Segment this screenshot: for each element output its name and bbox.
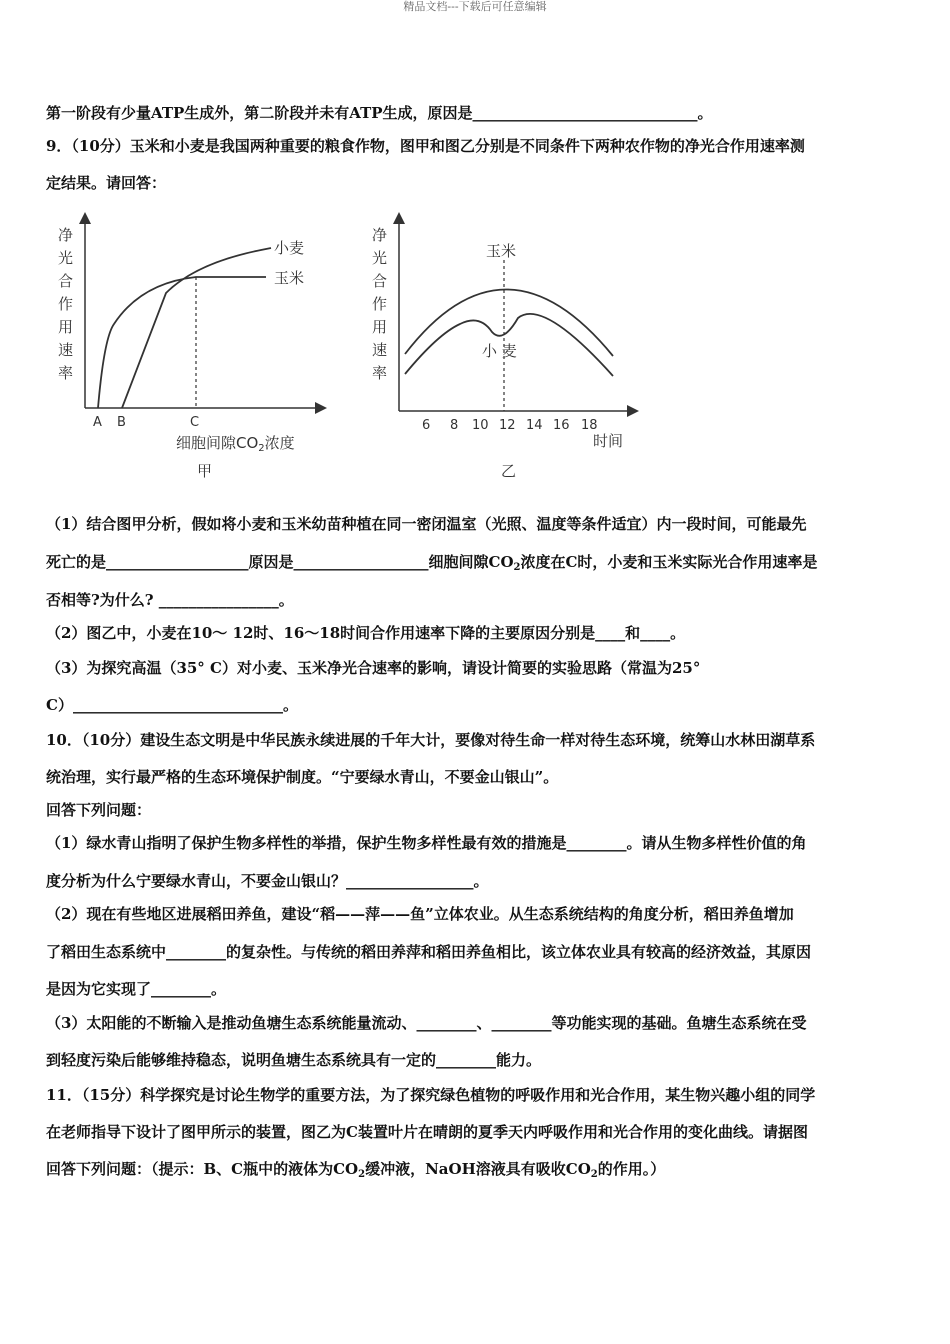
q10-sub2-line: 了稻田生态系统中________的复杂性。与传统的稻田养萍和稻田养鱼相比，该立体农业具有较高的经济效益，其原因: [46, 943, 812, 961]
svg-text:用: 用: [58, 318, 74, 336]
svg-text:6: 6: [422, 418, 431, 433]
svg-text:用: 用: [372, 318, 388, 336]
legend-corn: 玉米: [486, 242, 517, 260]
tick-a: A: [93, 415, 102, 430]
question-11-line: 在老师指导下设计了图甲所示的装置，图乙为C装置叶片在晴朗的夏季天内呼吸作用和光合作用的变化曲线。请据图: [46, 1123, 808, 1141]
svg-text:作: 作: [58, 295, 74, 313]
q10-sub1-line: 度分析为什么宁要绿水青山，不要金山银山？_________________。: [46, 872, 489, 890]
legend-wheat: 小麦: [274, 239, 305, 257]
svg-text:光: 光: [372, 249, 388, 267]
q9-sub1-line: 死亡的是___________________原因是__________________细胞间隙$CO_2$浓度在C时，小麦和玉米实际光合作用速率是: [46, 553, 818, 573]
svg-text:率: 率: [58, 364, 74, 382]
svg-text:8: 8: [450, 418, 459, 433]
svg-text:速: 速: [58, 341, 74, 359]
question-11-line: 回答下列问题：（提示：B、C瓶中的液体为$CO_2$缓冲液，NaOH溶液具有吸收$CO_2$的作用。）: [46, 1160, 666, 1180]
q9-sub2-line: （2）图乙中，小麦在10～ 12时、16～18时间合作用速率下降的主要原因分别是____和____。: [46, 624, 686, 642]
svg-text:作: 作: [372, 295, 388, 313]
q9-sub3-line: C）____________________________。: [46, 696, 298, 714]
x-axis-label: 细胞间隙$CO_2$浓度: [176, 434, 295, 454]
tick-c: C: [190, 415, 200, 430]
figure-yi: [368, 208, 648, 483]
figure-jia: [46, 208, 336, 483]
q10-sub2-line: 是因为它实现了________。: [46, 980, 227, 998]
q9-sub1-line: （1）结合图甲分析，假如将小麦和玉米幼苗种植在同一密闭温室（光照、温度等条件适宜）内一段时间，可能最先: [46, 515, 807, 533]
svg-text:速: 速: [372, 341, 388, 359]
q10-sub1-line: （1）绿水青山指明了保护生物多样性的举措，保护生物多样性最有效的措施是________。请从生物多样性价值的角: [46, 834, 807, 852]
text-line: 第一阶段有少量ATP生成外，第二阶段并未有ATP生成，原因是______________________________。: [46, 104, 713, 122]
svg-text:合: 合: [58, 272, 74, 290]
q9-sub3-line: （3）为探究高温（35° C）对小麦、玉米净光合速率的影响，请设计简要的实验思路（常温为25°: [46, 659, 701, 677]
corn-curve: [98, 277, 266, 408]
q9-sub1-line: 否相等?为什么? ________________。: [46, 591, 294, 609]
page-header: 精品文档---下载后可任意编辑: [403, 0, 547, 13]
question-9-line: 定结果。请回答：: [46, 174, 167, 192]
question-10-line: 10．（10分）建设生态文明是中华民族永续进展的千年大计，要像对待生命一样对待生态环境，统筹山水林田湖草系: [46, 731, 816, 749]
q10-sub3-line: （3）太阳能的不断输入是推动鱼塘生态系统能量流动、________、________等功能实现的基础。鱼塘生态系统在受: [46, 1014, 807, 1032]
svg-text:合: 合: [372, 272, 388, 290]
svg-text:光: 光: [58, 249, 74, 267]
y-axis-label: [58, 226, 73, 382]
svg-text:12: 12: [499, 418, 516, 433]
tick-b: B: [117, 415, 126, 430]
svg-text:净: 净: [372, 226, 388, 244]
figure-title-jia: 甲: [197, 462, 213, 480]
svg-text:16: 16: [553, 418, 570, 433]
x-ticks: [422, 418, 598, 433]
question-11-line: 11．（15分）科学探究是讨论生物学的重要方法，为了探究绿色植物的呼吸作用和光合作用，某生物兴趣小组的同学: [46, 1086, 816, 1104]
question-10-line: 回答下列问题：: [46, 801, 152, 819]
question-9-line: 9．（10分）玉米和小麦是我国两种重要的粮食作物，图甲和图乙分别是不同条件下两种农作物的净光合作用速率测: [46, 137, 805, 155]
figure-title-yi: 乙: [501, 462, 517, 480]
q10-sub3-line: 到轻度污染后能够维持稳态，说明鱼塘生态系统具有一定的________能力。: [46, 1051, 542, 1069]
y-axis-label: [372, 226, 387, 382]
svg-text:14: 14: [526, 418, 543, 433]
q10-sub2-line: （2）现在有些地区进展稻田养鱼，建设“稻——萍——鱼”立体农业。从生态系统结构的角度分析，稻田养鱼增加: [46, 905, 794, 923]
svg-text:18: 18: [581, 418, 598, 433]
svg-text:率: 率: [372, 364, 388, 382]
x-axis-label: 时间: [593, 432, 624, 450]
svg-text:净: 净: [58, 226, 74, 244]
legend-wheat: 小 麦: [482, 342, 517, 360]
question-10-line: 统治理，实行最严格的生态环境保护制度。“宁要绿水青山，不要金山银山”。: [46, 768, 559, 786]
svg-text:10: 10: [472, 418, 489, 433]
legend-corn: 玉米: [274, 269, 305, 287]
